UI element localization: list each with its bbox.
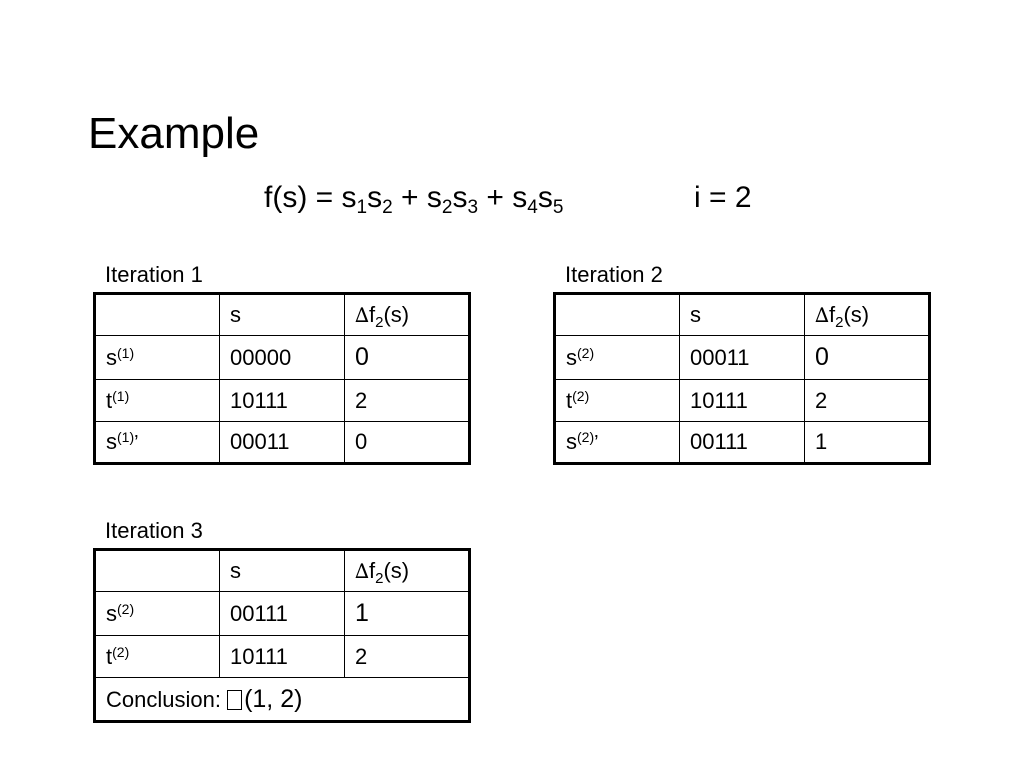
row-label: $s^{(2)}$ — [555, 336, 680, 380]
header-s: s — [220, 294, 345, 336]
conclusion-row — [95, 678, 470, 722]
table-header-row — [555, 294, 930, 336]
row-s-value: 00011 — [220, 422, 345, 464]
header-delta-f: $\Delta f_2(s)$ — [805, 294, 930, 336]
table-row — [95, 592, 470, 636]
conclusion-cell — [95, 678, 470, 722]
row-delta-value: 1 — [805, 422, 930, 464]
iteration-1-label: Iteration 1 — [105, 262, 203, 287]
table-row — [95, 336, 470, 380]
iteration-1-table — [93, 292, 471, 465]
row-s-value: 00111 — [220, 592, 345, 636]
header-empty-cell — [95, 550, 220, 592]
row-s-value: 10111 — [680, 380, 805, 422]
objective-function: $f(s) = s_1s_2 + s_2s_3 + s_4s_5$ — [264, 181, 564, 218]
slide-title: Example — [88, 109, 260, 158]
header-s: s — [680, 294, 805, 336]
header-empty-cell — [555, 294, 680, 336]
row-label: $t^{(2)}$ — [555, 380, 680, 422]
row-s-value: 00011 — [680, 336, 805, 380]
row-delta-value: 1 — [345, 592, 470, 636]
header-empty-cell — [95, 294, 220, 336]
row-s-value: 10111 — [220, 636, 345, 678]
table-row — [95, 422, 470, 464]
conclusion-pair: (1, 2) — [244, 684, 303, 713]
table-row — [95, 636, 470, 678]
row-label: $s^{(2)}$ — [95, 592, 220, 636]
index-equation: i = 2 — [694, 181, 752, 214]
table-row — [95, 380, 470, 422]
row-s-value: 00111 — [680, 422, 805, 464]
header-delta-f: $\Delta f_2(s)$ — [345, 294, 470, 336]
iteration-2-label: Iteration 2 — [565, 262, 663, 287]
iteration-3-label: Iteration 3 — [105, 518, 203, 543]
header-s: s — [220, 550, 345, 592]
table-header-row — [95, 294, 470, 336]
row-s-value: 00000 — [220, 336, 345, 380]
formula-lhs: f(s) = — [264, 181, 342, 214]
formula-term-1: $s_1s_2$ — [341, 181, 393, 218]
row-delta-value: 2 — [345, 636, 470, 678]
table-row — [555, 422, 930, 464]
row-label: $s^{(2)}$’ — [555, 422, 680, 464]
formula-term-3: $s_4s_5$ — [512, 181, 564, 218]
row-label: $t^{(1)}$ — [95, 380, 220, 422]
row-s-value: 10111 — [220, 380, 345, 422]
row-delta-value: 0 — [345, 422, 470, 464]
table-row — [555, 380, 930, 422]
row-delta-value: 2 — [805, 380, 930, 422]
missing-glyph-box-icon — [227, 690, 242, 710]
row-delta-value: 0 — [805, 336, 930, 380]
row-label: $s^{(1)}$’ — [95, 422, 220, 464]
iteration-2-table — [553, 292, 931, 465]
row-delta-value: 2 — [345, 380, 470, 422]
iteration-3-table — [93, 548, 471, 723]
table-row — [555, 336, 930, 380]
conclusion-label: Conclusion: — [106, 686, 228, 712]
formula-term-2: $s_2s_3$ — [426, 181, 479, 218]
row-delta-value: 0 — [345, 336, 470, 380]
header-delta-f: $\Delta f_2(s)$ — [345, 550, 470, 592]
table-header-row — [95, 550, 470, 592]
row-label: $s^{(1)}$ — [95, 336, 220, 380]
row-label: $t^{(2)}$ — [95, 636, 220, 678]
